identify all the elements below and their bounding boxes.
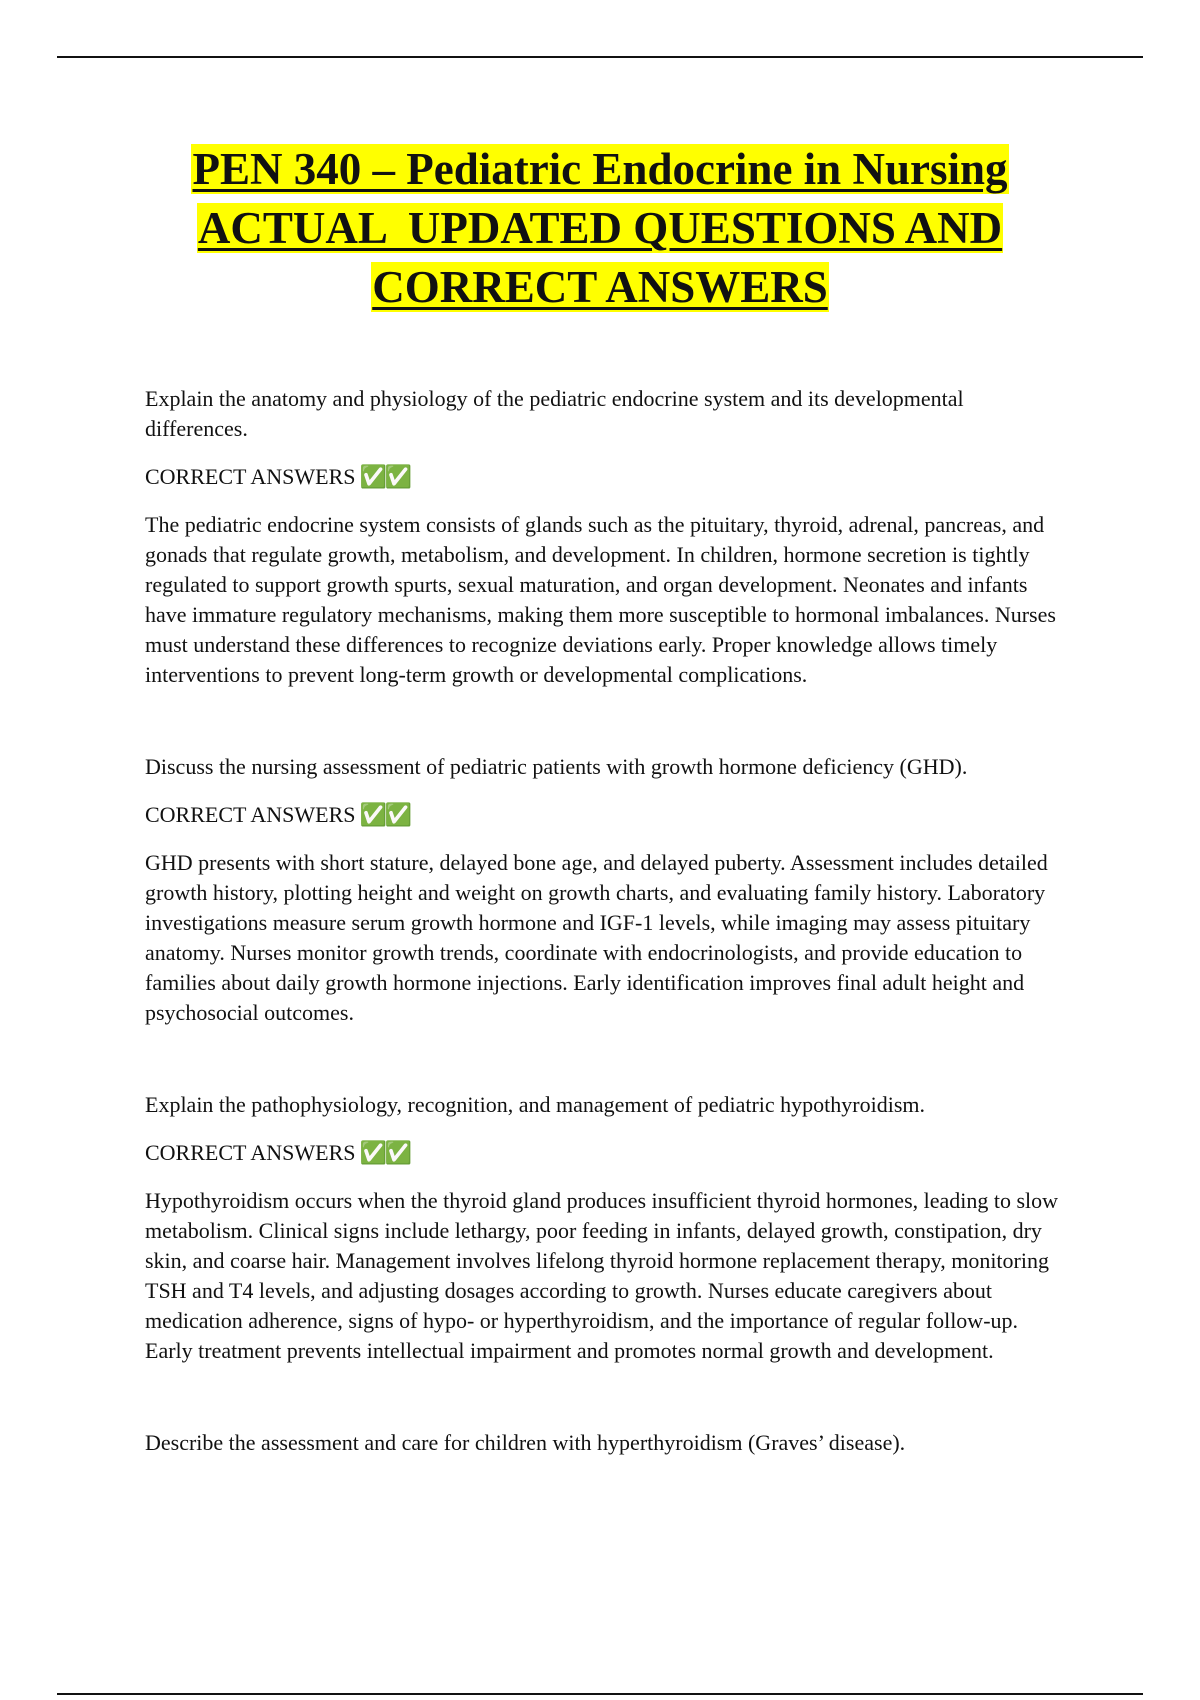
qa-item-2 — [145, 752, 1060, 1028]
label-text: CORRECT ANSWERS — [145, 464, 356, 489]
qa-item-4 — [145, 1428, 1060, 1458]
question-text: Explain the anatomy and physiology of the pediatric endocrine system and its developmental differences. — [145, 386, 964, 441]
qa-item-3 — [145, 1090, 1060, 1366]
document-body — [145, 384, 1060, 1458]
check-mark-icon: ✅✅ — [359, 802, 411, 827]
label-text: CORRECT ANSWERS — [145, 802, 356, 827]
label-text: CORRECT ANSWERS — [145, 1140, 356, 1165]
check-mark-icon: ✅✅ — [359, 464, 411, 489]
question-text: Discuss the nursing assessment of pediatric patients with growth hormone deficiency (GHD). — [145, 754, 968, 779]
title-line-1: PEN 340 – Pediatric Endocrine in Nursing — [192, 144, 1008, 194]
correct-answers-label — [145, 462, 1060, 492]
question-text: Describe the assessment and care for children with hyperthyroidism (Graves’ disease). — [145, 1430, 906, 1455]
title-line-2: ACTUAL UPDATED QUESTIONS AND — [197, 203, 1003, 253]
qa-item-1 — [145, 384, 1060, 690]
title-line-3: CORRECT ANSWERS — [372, 262, 828, 312]
answer-text: Hypothyroidism occurs when the thyroid gland produces insufficient thyroid hormones, leading to slow metabolism. Clinical signs include lethargy, poor feeding in infants, delayed growth, constipation, dry skin, and coarse hair. Management involves lifelong thyroid hormone replacement therapy, monitoring TSH and T4 levels, and adjusting dosages according to growth. Nurses educate caregivers about medication adherence, signs of hypo- or hyperthyroidism, and the importance of regular follow-up. Early treatment prevents intellectual impairment and promotes normal growth and development. — [145, 1188, 1059, 1363]
bottom-rule — [57, 1693, 1143, 1695]
answer-text: The pediatric endocrine system consists of glands such as the pituitary, thyroid, adrenal, pancreas, and gonads that regulate growth, metabolism, and development. In children, hormone secretion is tightly regulated to support growth spurts, sexual maturation, and organ development. Neonates and infants have immature regulatory mechanisms, making them more susceptible to hormonal imbalances. Nurses must understand these differences to recognize deviations early. Proper knowledge allows timely interventions to prevent long-term growth or developmental complications. — [145, 512, 1056, 687]
correct-answers-label — [145, 1138, 1060, 1168]
check-mark-icon: ✅✅ — [359, 1140, 411, 1165]
answer-text: GHD presents with short stature, delayed bone age, and delayed puberty. Assessment includes detailed growth history, plotting height and weight on growth charts, and evaluating family history. Laboratory investigations measure serum growth hormone and IGF-1 levels, while imaging may assess pituitary anatomy. Nurses monitor growth trends, coordinate with endocrinologists, and provide education to families about daily growth hormone injections. Early identification improves final adult height and psychosocial outcomes. — [145, 850, 1048, 1025]
document-title — [100, 140, 1100, 317]
top-rule — [57, 56, 1143, 58]
correct-answers-label — [145, 800, 1060, 830]
question-text: Explain the pathophysiology, recognition, and management of pediatric hypothyroidism. — [145, 1092, 926, 1117]
